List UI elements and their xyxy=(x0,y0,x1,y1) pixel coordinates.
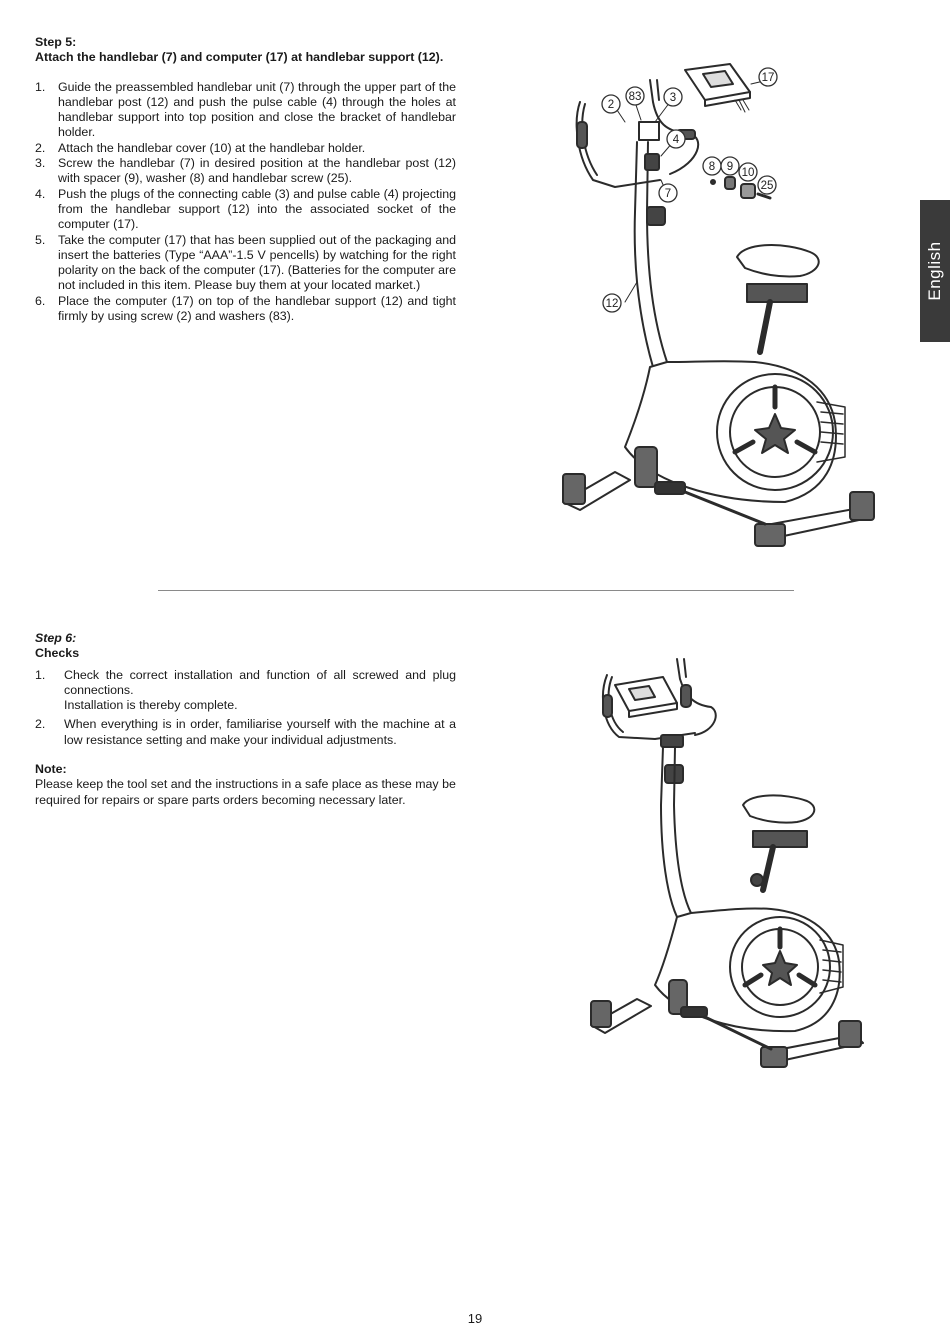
list-item: 1. Guide the preassembled handlebar unit (7) through the upper part of the handlebar post (12) and push the pulse cable (4) through the holes at handlebar support into top position and close the bracket of handlebar holder. xyxy=(35,79,456,140)
list-item: 6. Place the computer (17) on top of the handlebar support (12) and tight firmly by using screw (2) and washers (83). xyxy=(35,293,456,324)
list-item: 2. Attach the handlebar cover (10) at the handlebar holder. xyxy=(35,140,366,155)
list-item: 4. Push the plugs of the connecting cable (3) and pulse cable (4) projecting from the handlebar support (12) into the associated socket of the computer (17). xyxy=(35,186,456,232)
step5-list xyxy=(35,80,456,325)
callout-8: 8 xyxy=(708,161,716,173)
note-text: Please keep the tool set and the instructions in a safe place as these may be required for repairs or spare parts orders becoming necessary later. xyxy=(35,777,456,807)
list-item: 5. Take the computer (17) that has been supplied out of the packaging and insert the batteries (Type “AAA”-1.5 V pencells) by watching for the right polarity on the back of the computer (17). (Batteries for the computer are not included in this item. Please buy them at your located market.) xyxy=(35,232,456,293)
callout-17: 17 xyxy=(761,72,775,84)
callout-10: 10 xyxy=(741,167,755,179)
step5-title: Attach the handlebar (7) and computer (17) at handlebar support (12). xyxy=(35,50,444,65)
step5-section xyxy=(35,35,456,324)
callout-25: 25 xyxy=(760,180,774,192)
assembled-bike-figure xyxy=(585,655,870,1075)
step6-list xyxy=(35,668,456,748)
callout-4: 4 xyxy=(672,134,680,146)
language-label: English xyxy=(925,241,944,301)
language-tab xyxy=(920,200,950,342)
list-item: 3. Screw the handlebar (7) in desired position at the handlebar post (12) with spacer (9), washer (8) and handlebar screw (25). xyxy=(35,156,456,186)
callout-2: 2 xyxy=(607,99,615,111)
callout-7: 7 xyxy=(664,188,672,200)
callout-12: 12 xyxy=(605,298,619,310)
step6-section xyxy=(35,631,456,808)
note-label: Note: xyxy=(35,762,67,777)
exploded-assembly-figure xyxy=(555,62,890,560)
callout-9: 9 xyxy=(726,161,734,173)
list-item: 1. Check the correct installation and function of all screwed and plug connections. Installation is thereby complete. xyxy=(35,667,456,713)
callout-83: 83 xyxy=(628,91,642,103)
step6-title: Checks xyxy=(35,646,80,661)
page-number: 19 xyxy=(467,1311,483,1326)
callout-3: 3 xyxy=(669,92,677,104)
step5-heading: Step 5: xyxy=(35,35,77,49)
step6-heading: Step 6: xyxy=(35,631,77,645)
section-divider xyxy=(158,590,794,591)
list-item: 2. When everything is in order, familiarise yourself with the machine at a low resistance setting and make your individual adjustments. xyxy=(35,717,456,747)
